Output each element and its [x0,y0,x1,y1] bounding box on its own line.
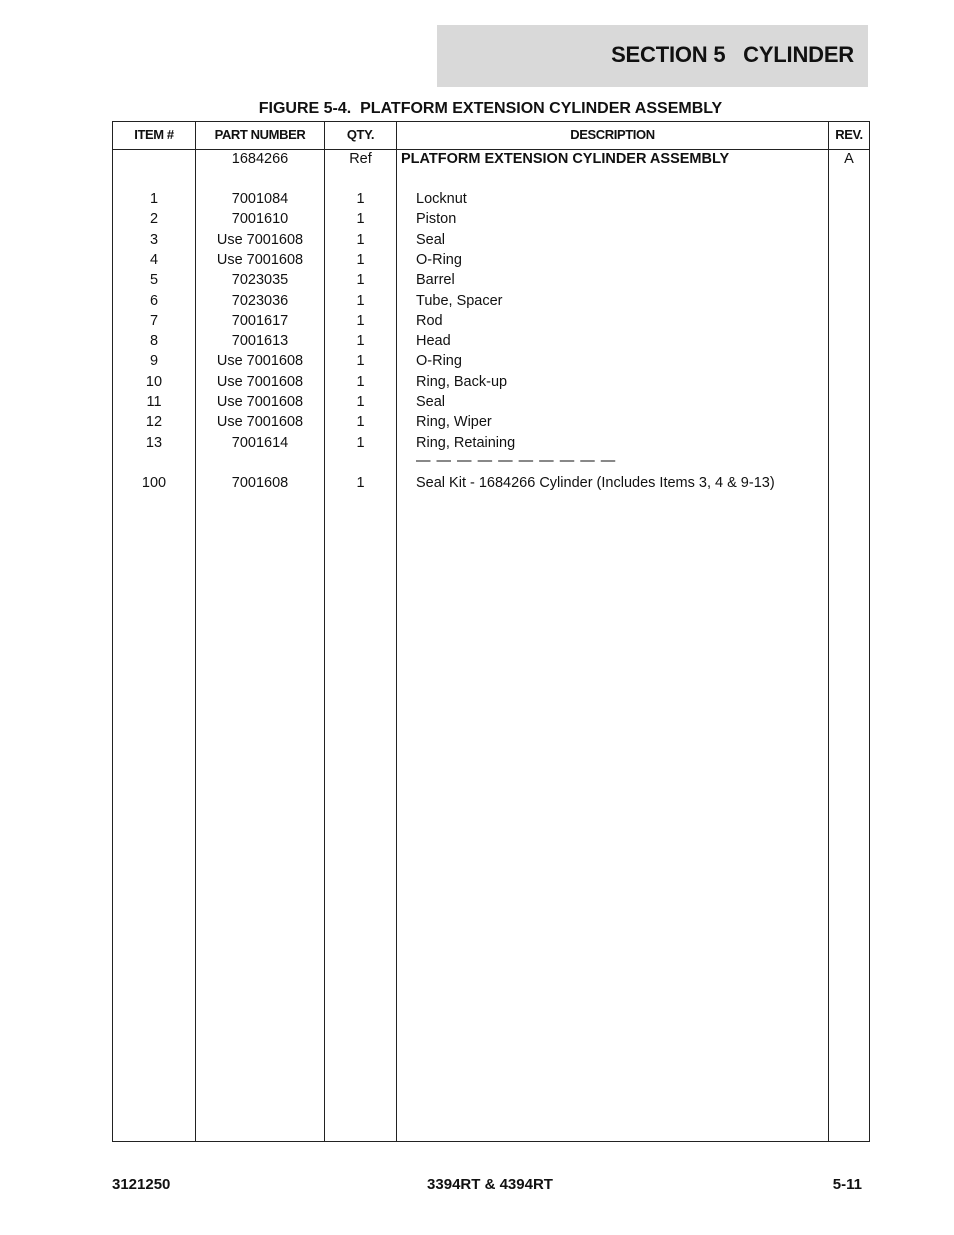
header-rev: REV. [835,127,863,142]
table-row [113,372,869,392]
quantity: 1 [356,231,365,248]
figure-title: FIGURE 5-4. PLATFORM EXTENSION CYLINDER ASSEMBLY [258,100,723,117]
part-number: 7001613 [231,333,289,350]
part-number: Use 7001608 [216,373,304,390]
section-banner [437,25,868,87]
assembly-row [113,149,869,169]
quantity: 1 [356,434,365,451]
description: O-Ring [416,353,462,370]
table-row [113,351,869,371]
quantity: 1 [356,475,365,491]
dash-separator: — — — — — — — — — — [416,453,617,469]
description: Ring, Back-up [416,373,508,390]
description: Piston [416,211,457,228]
quantity: 1 [356,251,365,268]
description: Tube, Spacer [416,292,503,309]
header-part-number: PART NUMBER [214,127,306,142]
table-row [113,331,869,351]
part-number: 7023036 [231,292,289,309]
part-number: 7001614 [231,434,289,451]
item-number: 8 [149,333,159,350]
table-row [113,291,869,311]
part-number: Use 7001608 [216,394,304,410]
item-number: 3 [149,231,159,248]
item-number: 100 [141,475,167,491]
table-row [113,433,869,453]
description: Seal [416,231,446,248]
item-number: 4 [149,251,159,268]
table-row [113,209,869,229]
description: O-Ring [416,251,462,268]
part-number: 7023035 [231,272,289,289]
description: Seal [416,394,446,410]
table-row [113,412,869,432]
description: Locknut [416,191,467,207]
part-number: 7001084 [231,191,289,207]
table-row [113,270,869,290]
table-row [113,250,869,270]
item-number: 12 [145,414,163,431]
part-number: Use 7001608 [216,353,304,370]
footer-page-number: 5-11 [832,1176,862,1193]
header-item: ITEM # [134,127,174,142]
footer-model: 3394RT & 4394RT [427,1176,553,1193]
quantity: 1 [356,394,365,410]
revision: A [844,151,854,167]
table-row [113,311,869,331]
item-number: 2 [149,211,159,228]
quantity: 1 [356,373,365,390]
description: Head [416,333,451,350]
item-number: 6 [149,292,159,309]
part-number: 7001608 [231,475,289,491]
quantity: 1 [356,353,365,370]
part-number: 1684266 [231,151,289,167]
quantity: 1 [356,211,365,228]
part-number: Use 7001608 [216,231,304,248]
quantity: 1 [356,272,365,289]
kit-row [113,473,869,493]
description: Rod [416,312,443,329]
quantity: 1 [356,414,365,431]
header-description: DESCRIPTION [570,127,655,142]
item-number: 9 [149,353,159,370]
item-number: 13 [145,434,163,451]
description: Ring, Retaining [416,434,516,451]
item-number: 1 [149,191,159,207]
section-title: SECTION 5 CYLINDER [611,42,854,67]
header-qty: QTY. [346,127,375,142]
description: PLATFORM EXTENSION CYLINDER ASSEMBLY [401,151,730,167]
table-row [113,189,869,209]
item-number: 7 [149,312,159,329]
parts-table [112,121,870,1142]
footer-doc-number: 3121250 [112,1176,171,1193]
quantity: 1 [356,333,365,350]
quantity: 1 [356,191,365,207]
description: Seal Kit - 1684266 Cylinder (Includes Items 3, 4 & 9-13) [416,475,775,491]
table-row [113,392,869,412]
part-number: 7001617 [231,312,289,329]
quantity: 1 [356,312,365,329]
item-number: 10 [145,373,163,390]
quantity: Ref [349,151,372,167]
part-number: Use 7001608 [216,414,304,431]
separator-row [113,451,869,471]
description: Barrel [416,272,455,289]
quantity: 1 [356,292,365,309]
table-row [113,230,869,250]
part-number: 7001610 [231,211,289,228]
item-number: 5 [149,272,159,289]
part-number: Use 7001608 [216,251,304,268]
item-number: 11 [146,394,162,410]
description: Ring, Wiper [416,414,492,431]
